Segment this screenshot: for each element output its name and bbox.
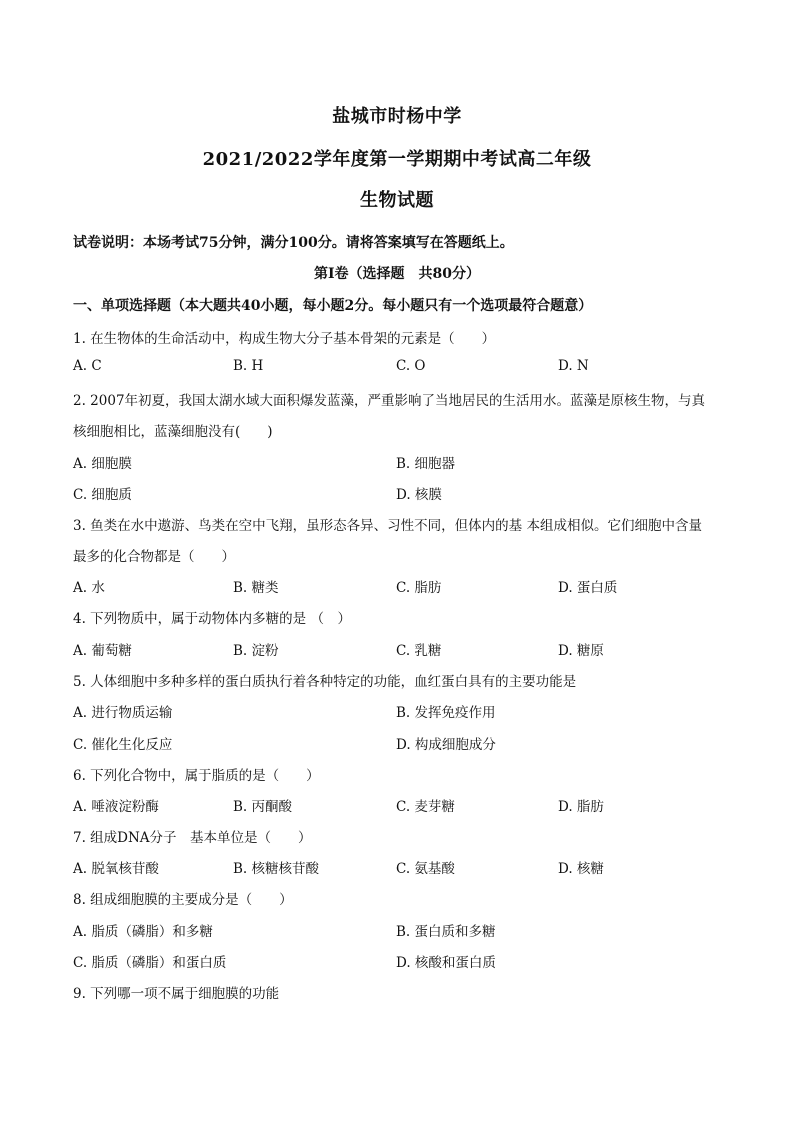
question-4-stem: 4. 下列物质中，属于动物体内多糖的是 （ ）: [73, 611, 351, 627]
question-3-stem: 3. 鱼类在水中遨游、鸟类在空中飞翔，虽形态各异、习性不同，但体内的基 本组成相似。它们细胞中含量: [73, 518, 702, 534]
volume-title: 第Ⅰ卷（选择题 共80分）: [313, 266, 481, 282]
q4-option-c: C. 乳糖: [396, 643, 442, 659]
q5-option-a: A. 进行物质运输: [73, 705, 173, 721]
q8-option-c: C. 脂质（磷脂）和蛋白质: [73, 955, 227, 971]
question-3-stem-cont: 最多的化合物都是（ ）: [73, 549, 235, 565]
q4-option-d: D. 糖原: [558, 643, 604, 659]
q8-option-b: B. 蛋白质和多糖: [396, 924, 496, 940]
q8-option-d: D. 核酸和蛋白质: [396, 955, 496, 971]
q7-option-c: C. 氨基酸: [396, 861, 455, 877]
q6-option-b: B. 丙酮酸: [233, 799, 293, 815]
q2-option-c: C. 细胞质: [73, 487, 132, 503]
school-title: 盐城市时杨中学: [332, 106, 462, 127]
q3-option-a: A. 水: [73, 580, 105, 596]
q2-option-a: A. 细胞膜: [73, 456, 132, 472]
question-8-stem: 8. 组成细胞膜的主要成分是（ ）: [73, 892, 293, 908]
q1-option-b: B. H: [233, 358, 264, 374]
q6-option-d: D. 脂肪: [558, 799, 604, 815]
question-1-stem: 1. 在生物体的生命活动中，构成生物大分子基本骨架的元素是（ ）: [73, 331, 496, 347]
q8-option-a: A. 脂质（磷脂）和多糖: [73, 924, 213, 940]
q4-option-a: A. 葡萄糖: [73, 643, 132, 659]
exam-note: 试卷说明：本场考试75分钟，满分100分。请将答案填写在答题纸上。: [73, 235, 514, 251]
q6-option-c: C. 麦芽糖: [396, 799, 455, 815]
question-5-stem: 5. 人体细胞中多种多样的蛋白质执行着各种特定的功能，血红蛋白具有的主要功能是: [73, 674, 577, 690]
subject-title: 生物试题: [360, 190, 434, 211]
question-9-stem: 9. 下列哪一项不属于细胞膜的功能: [73, 986, 280, 1002]
q4-option-b: B. 淀粉: [233, 643, 279, 659]
q3-option-c: C. 脂肪: [396, 580, 442, 596]
q2-option-b: B. 细胞器: [396, 456, 456, 472]
q1-option-c: C. O: [396, 358, 426, 374]
section-title: 一、单项选择题（本大题共40小题，每小题2分。每小题只有一个选项最符合题意）: [73, 298, 593, 314]
question-2-stem-cont: 核细胞相比，蓝藻细胞没有( ): [73, 424, 273, 440]
q7-option-d: D. 核糖: [558, 861, 604, 877]
q1-option-d: D. N: [558, 358, 589, 374]
question-6-stem: 6. 下列化合物中，属于脂质的是（ ）: [73, 768, 320, 784]
q5-option-c: C. 催化生化反应: [73, 737, 173, 753]
question-2-stem: 2. 2007年初夏，我国太湖水域大面积爆发蓝藻，严重影响了当地居民的生活用水。蓝藻是原核生物，与真: [73, 393, 706, 409]
question-7-stem: 7. 组成DNA分子 基本单位是（ ）: [73, 830, 312, 846]
q2-option-d: D. 核膜: [396, 487, 442, 503]
q3-option-b: B. 糖类: [233, 580, 279, 596]
exam-title: 2021/2022学年度第一学期期中考试高二年级: [202, 149, 592, 170]
q6-option-a: A. 唾液淀粉酶: [73, 799, 159, 815]
q7-option-a: A. 脱氧核苷酸: [73, 861, 159, 877]
q3-option-d: D. 蛋白质: [558, 580, 618, 596]
q1-option-a: A. C: [73, 358, 102, 374]
q5-option-d: D. 构成细胞成分: [396, 737, 496, 753]
q5-option-b: B. 发挥免疫作用: [396, 705, 496, 721]
q7-option-b: B. 核糖核苷酸: [233, 861, 320, 877]
